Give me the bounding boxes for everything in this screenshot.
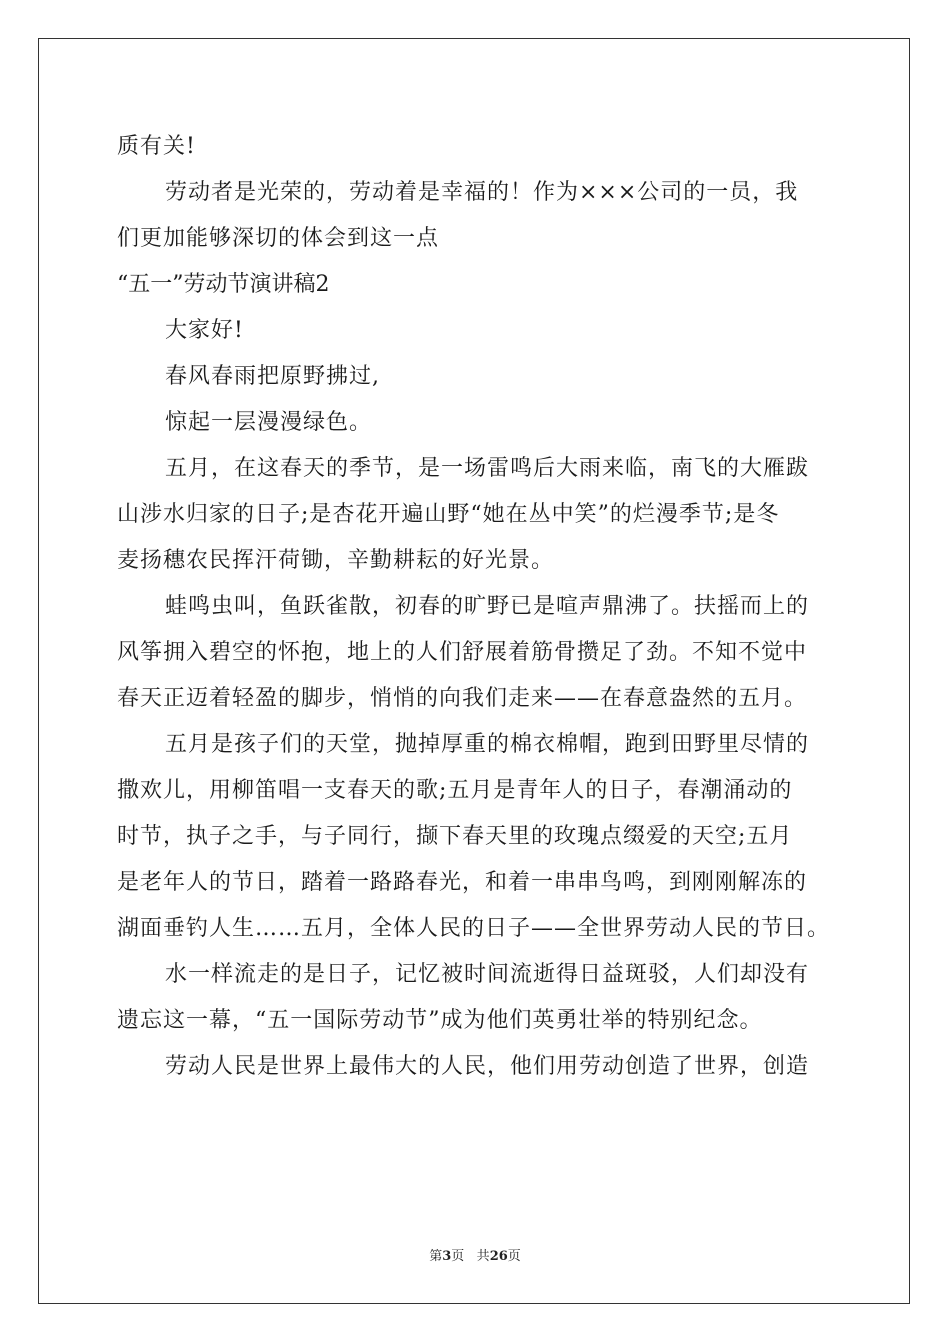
- text-line: 春天正迈着轻盈的脚步，悄悄的向我们走来——在春意盎然的五月。: [117, 686, 808, 711]
- document-body: [117, 124, 837, 1090]
- text-line: 劳动者是光荣的，劳动着是幸福的！作为×××公司的一员，我: [165, 180, 799, 205]
- total-suffix: 页: [507, 1249, 521, 1264]
- total-pages: 26: [489, 1249, 508, 1264]
- text-line: 五月，在这春天的季节，是一场雷鸣后大雨来临，南飞的大雁跋: [165, 456, 810, 481]
- text-line: 风筝拥入碧空的怀抱，地上的人们舒展着筋骨攒足了劲。不知不觉中: [117, 640, 808, 665]
- total-prefix: 共: [476, 1249, 490, 1264]
- page-suffix: 页: [451, 1249, 465, 1264]
- text-line: 质有关!: [117, 134, 196, 159]
- text-line: 是老年人的节日，踏着一路路春光，和着一串串鸟鸣，到刚刚解冻的: [117, 870, 808, 895]
- text-line: 五月是孩子们的天堂，抛掉厚重的棉衣棉帽，跑到田野里尽情的: [165, 732, 810, 757]
- text-line: 春风春雨把原野拂过,: [165, 364, 380, 389]
- section-heading: “五一”劳动节演讲稿2: [117, 272, 330, 297]
- page-prefix: 第: [429, 1249, 443, 1264]
- page-footer: [0, 1245, 950, 1264]
- text-line: 麦扬穗农民挥汗荷锄，辛勤耕耘的好光景。: [117, 548, 555, 573]
- text-line: 大家好!: [165, 318, 244, 343]
- text-line: 惊起一层漫漫绿色。: [165, 410, 373, 435]
- text-line: 湖面垂钓人生……五月，全体人民的日子——全世界劳动人民的节日。: [117, 916, 831, 941]
- text-line: 劳动人民是世界上最伟大的人民，他们用劳动创造了世界，创造: [165, 1054, 810, 1079]
- text-line: 水一样流走的是日子，记忆被时间流逝得日益斑驳，人们却没有: [165, 962, 810, 987]
- text-line: 们更加能够深切的体会到这一点: [117, 226, 440, 251]
- text-line: 山涉水归家的日子;是杏花开遍山野“她在丛中笑”的烂漫季节;是冬: [117, 502, 780, 527]
- page-number: 3: [442, 1249, 452, 1264]
- text-line: 时节，执子之手，与子同行，撷下春天里的玫瑰点缀爱的天空;五月: [117, 824, 793, 849]
- text-line: 蛙鸣虫叫，鱼跃雀散，初春的旷野已是喧声鼎沸了。扶摇而上的: [165, 594, 810, 619]
- text-line: 撒欢儿，用柳笛唱一支春天的歌;五月是青年人的日子，春潮涌动的: [117, 778, 793, 803]
- text-line: 遗忘这一幕，“五一国际劳动节”成为他们英勇壮举的特别纪念。: [117, 1008, 763, 1033]
